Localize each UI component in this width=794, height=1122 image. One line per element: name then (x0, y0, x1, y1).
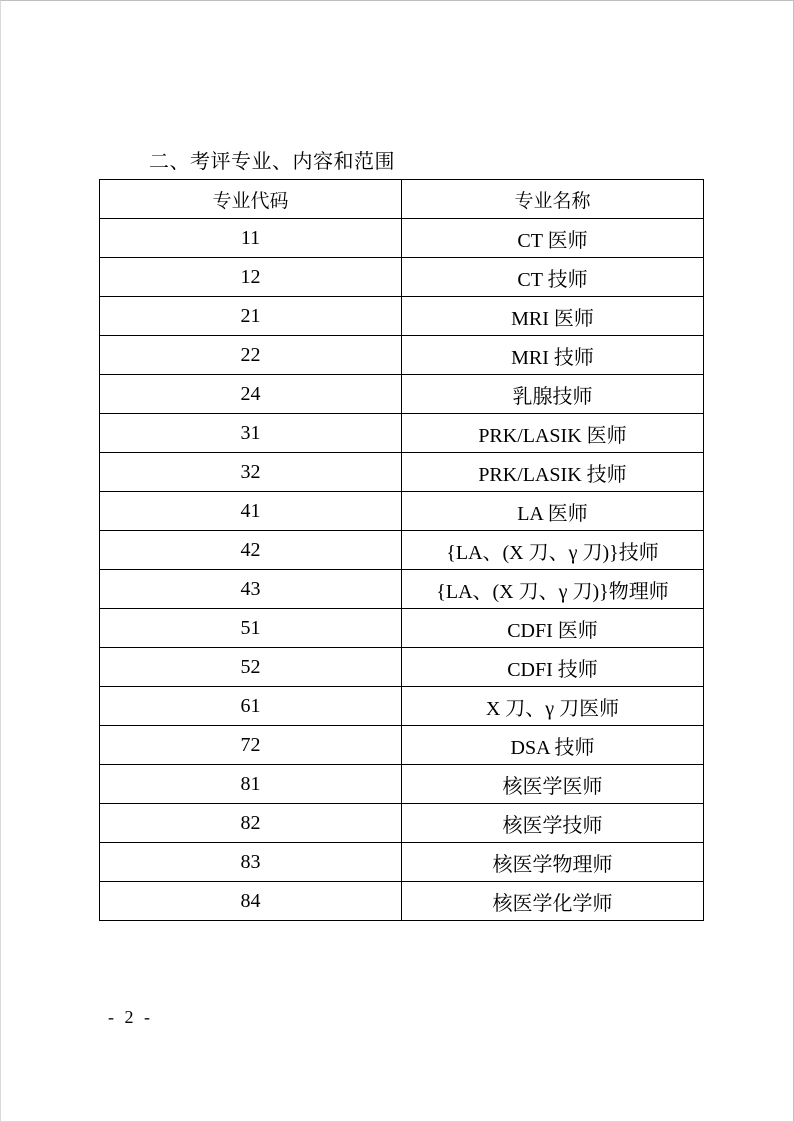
table-row (100, 843, 704, 882)
header-code: 专业代码 (100, 180, 402, 219)
code-cell: 82 (100, 804, 402, 843)
table-row (100, 609, 704, 648)
name-cell: X 刀、γ 刀医师 (402, 687, 704, 726)
specialty-table (99, 179, 704, 921)
table-row (100, 219, 704, 258)
name-cell: LA 医师 (402, 492, 704, 531)
table-row (100, 336, 704, 375)
name-cell: 乳腺技师 (402, 375, 704, 414)
table-header-row (100, 180, 704, 219)
name-cell: 核医学化学师 (402, 882, 704, 921)
code-cell: 43 (100, 570, 402, 609)
name-cell: 核医学医师 (402, 765, 704, 804)
table-row (100, 492, 704, 531)
code-cell: 12 (100, 258, 402, 297)
code-cell: 22 (100, 336, 402, 375)
table-row (100, 375, 704, 414)
table-row (100, 570, 704, 609)
code-cell: 51 (100, 609, 402, 648)
name-cell: MRI 医师 (402, 297, 704, 336)
table-row (100, 531, 704, 570)
header-name: 专业名称 (402, 180, 704, 219)
name-cell: CDFI 技师 (402, 648, 704, 687)
code-cell: 41 (100, 492, 402, 531)
table-row (100, 414, 704, 453)
code-cell: 24 (100, 375, 402, 414)
code-cell: 21 (100, 297, 402, 336)
code-cell: 11 (100, 219, 402, 258)
name-cell: CT 医师 (402, 219, 704, 258)
code-cell: 84 (100, 882, 402, 921)
section-heading: 二、考评专业、内容和范围 (149, 149, 395, 173)
table-row (100, 882, 704, 921)
table-row (100, 804, 704, 843)
table-row (100, 726, 704, 765)
table-row (100, 687, 704, 726)
code-cell: 42 (100, 531, 402, 570)
table-row (100, 258, 704, 297)
code-cell: 81 (100, 765, 402, 804)
name-cell: {LA、(X 刀、γ 刀)}技师 (402, 531, 704, 570)
name-cell: MRI 技师 (402, 336, 704, 375)
code-cell: 52 (100, 648, 402, 687)
table-row (100, 765, 704, 804)
page-number: - 2 - (108, 1007, 153, 1027)
code-cell: 83 (100, 843, 402, 882)
name-cell: PRK/LASIK 技师 (402, 453, 704, 492)
code-cell: 72 (100, 726, 402, 765)
name-cell: DSA 技师 (402, 726, 704, 765)
table-row (100, 648, 704, 687)
code-cell: 32 (100, 453, 402, 492)
name-cell: CDFI 医师 (402, 609, 704, 648)
name-cell: CT 技师 (402, 258, 704, 297)
name-cell: PRK/LASIK 医师 (402, 414, 704, 453)
name-cell: {LA、(X 刀、γ 刀)}物理师 (402, 570, 704, 609)
code-cell: 61 (100, 687, 402, 726)
code-cell: 31 (100, 414, 402, 453)
name-cell: 核医学物理师 (402, 843, 704, 882)
table-row (100, 297, 704, 336)
table-row (100, 453, 704, 492)
name-cell: 核医学技师 (402, 804, 704, 843)
